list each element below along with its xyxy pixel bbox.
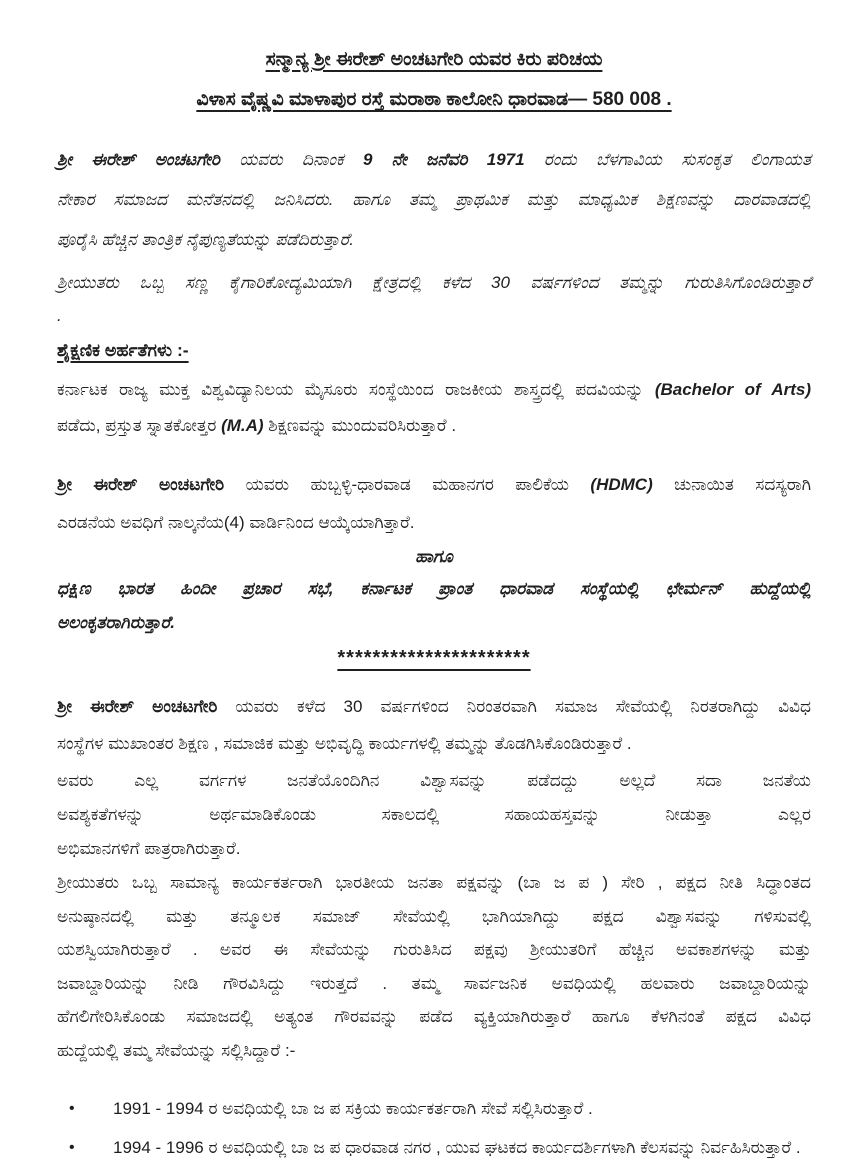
paragraph-sabha xyxy=(57,572,811,640)
paragraph-degree-line2-a: ಪಡೆದು, ಪ್ರಸ್ತುತ ಸ್ನಾತಕೋತ್ತರ xyxy=(57,416,222,435)
paragraph-bjp-line5: ಹೆಗಲಿಗೇರಿಸಿಕೊಂಡು ಸಮಾಜದಲ್ಲಿ ಅತ್ಯಂತ ಗೌರವವನ್ನು ಪಡೆದ ವ್ಯಕ್ತಿಯಾಗಿರುತ್ತಾರೆ ಹಾಗೂ ಕೆಳಗಿನಂತೆ ಪಕ್ಷದ ವಿವಿಧ xyxy=(57,1007,811,1026)
doc-title-line1-text: ಸನ್ಮಾನ್ಯ ಶ್ರೀ ಈರೇಶ್ ಅಂಚಟಗೇರಿ ಯವರ ಕಿರು ಪರಿಚಯ xyxy=(265,49,603,70)
paragraph-bjp-line3: ಯಶಸ್ವಿಯಾಗಿರುತ್ತಾರೆ . ಅವರ ಈ ಸೇವೆಯನ್ನು ಗುರುತಿಸಿದ ಪಕ್ಷವು ಶ್ರೀಯುತರಿಗೆ ಹೆಚ್ಚಿನ ಅವಕಾಶಗಳನ್ನು ಮತ್ತು xyxy=(57,940,811,959)
doc-title-line1 xyxy=(57,40,811,80)
paragraph-degree-line1-kn: ಕರ್ನಾಟಕ ರಾಜ್ಯ ಮುಕ್ತ ವಿಶ್ವವಿದ್ಯಾನಿಲಯ ಮೈಸೂರು ಸಂಸ್ಥೆಯಿಂದ ರಾಜಕೀಯ ಶಾಸ್ತ್ರದಲ್ಲಿ ಪದವಿಯನ್ನು xyxy=(57,380,655,399)
doc-address-line: ವಿಳಾಸ ವೈಷ್ಣವಿ ಮಾಳಾಪುರ ರಸ್ತೆ ಮರಾಠಾ ಕಾಲೋನಿ ಧಾರವಾಡ— 580 008 . xyxy=(196,89,672,110)
paragraph-bjp-line6: ಹುದ್ದೆಯಲ್ಲಿ ತಮ್ಮ ಸೇವೆಯನ್ನು ಸಲ್ಲಿಸಿದ್ದಾರೆ :- xyxy=(57,1040,296,1060)
section-heading-education xyxy=(57,334,811,366)
paragraph-birth-line3: ಪೂರೈಸಿ ಹೆಚ್ಚಿನ ತಾಂತ್ರಿಕ ನೈಪುಣ್ಯತೆಯನ್ನು ಪಡೆದಿರುತ್ತಾರೆ. xyxy=(57,230,354,249)
paragraph-trust-line1: ಅವರು ಎಲ್ಲ ವರ್ಗಗಳ ಜನತೆಯೊಂದಿಗಿನ ವಿಶ್ವಾಸವನ್ನು ಪಡೆದದ್ದು ಅಲ್ಲದೆ ಸದಾ ಜನತೆಯ xyxy=(57,771,811,790)
hdmc-abbrev: (HDMC) xyxy=(590,475,675,494)
paragraph-service-line2: ಸಂಸ್ಥೆಗಳ ಮುಖಾಂತರ ಶಿಕ್ಷಣ , ಸಮಾಜಿಕ ಮತ್ತು ಅಭಿವೃದ್ಧಿ ಕಾರ್ಯಗಳಲ್ಲಿ ತಮ್ಮನ್ನು ತೊಡಗಿಸಿಕೊಂಡಿರುತ್ತಾರೆ . xyxy=(57,734,632,753)
doc-title xyxy=(57,40,811,120)
paragraph-sabha-line1: ಧಕ್ಷಿಣ ಭಾರತ ಹಿಂದೀ ಪ್ರಚಾರ ಸಭೆ, ಕರ್ನಾಟಕ ಪ್ರಾಂತ ಧಾರವಾಡ ಸಂಸ್ಥೆಯಲ್ಲಿ ಛೇರ್ಮನ್ ಹುದ್ದೆಯಲ್ಲಿ xyxy=(57,579,811,598)
paragraph-bjp-line2: ಅನುಷ್ಠಾನದಲ್ಲಿ ಮತ್ತು ತನ್ಮೂಲಕ ಸಮಾಜ್ ಸೇವೆಯಲ್ಲಿ ಭಾಗಿಯಾಗಿದ್ದು ಪಕ್ಷದ ವಿಶ್ವಾಸವನ್ನು ಗಳಿಸುವಲ್ಲಿ xyxy=(57,906,811,926)
person-name-2: ಶ್ರೀ ಈರೇಶ್ ಅಂಚಟಗೇರಿ xyxy=(57,475,246,494)
person-name: ಶ್ರೀ ಈರೇಶ್ ಅಂಚಟಗೇರಿ xyxy=(57,150,240,169)
paragraph-bjp-line4: ಜವಾಬ್ದಾರಿಯನ್ನು ನೀಡಿ ಗೌರವಿಸಿದ್ದು ಇರುತ್ತದೆ . ತಮ್ಮ ಸಾರ್ವಜನಿಕ ಅವಧಿಯಲ್ಲಿ ಹಲವಾರು ಜವಾಬ್ದಾರಿಯನ್ನು xyxy=(57,973,811,993)
list-item-text-1994-1996: 1994 - 1996 ರ ಅವಧಿಯಲ್ಲಿ ಬಾ ಜ ಪ ಧಾರವಾಡ ನಗರ , ಯುವ ಘಟಕದ ಕಾರ್ಯದರ್ಶಿಗಳಾಗಿ ಕೆಲಸವನ್ನು ನಿರ್ವಹಿಸಿರುತ್ತಾರೆ . xyxy=(113,1138,801,1157)
paragraph-industry-line1: ಶ್ರೀಯುತರು ಒಬ್ಬ ಸಣ್ಣ ಕೈಗಾರಿಕೋದ್ಯಮಿಯಾಗಿ ಕ್ಷೇತ್ರದಲ್ಲಿ ಕಳೆದ 30 ವರ್ಷಗಳಿಂದ ತಮ್ಮನ್ನು ಗುರುತಿಸಿಗೊಂಡಿರುತ್ತಾರೆ xyxy=(57,273,811,292)
paragraph-bjp xyxy=(57,866,811,1067)
paragraph-industry xyxy=(57,266,811,332)
service-list xyxy=(57,1091,811,1165)
paragraph-degree xyxy=(57,372,811,444)
paragraph-birth-line2: ನೇಕಾರ ಸಮಾಜದ ಮನೆತನದಲ್ಲಿ ಜನಿಸಿದರು. ಹಾಗೂ ತಮ್ಮ ಪ್ರಾಥಮಿಕ ಮತ್ತು ಮಾಧ್ಯಮಿಕ ಶಿಕ್ಷಣವನ್ನು ದಾರವಾಡದಲ್ಲಿ xyxy=(57,190,811,209)
section-heading-education-text: ಶೈಕ್ಷಣಿಕ ಅರ್ಹತೆಗಳು :- xyxy=(57,340,189,360)
paragraph-sabha-line2: ಅಲಂಕೃತರಾಗಿರುತ್ತಾರೆ. xyxy=(57,613,175,632)
paragraph-hdmc-line1-b: ಚುನಾಯಿತ ಸದಸ್ಯರಾಗಿ xyxy=(674,475,811,494)
paragraph-trust xyxy=(57,764,811,866)
bullet-icon: • xyxy=(69,1139,75,1156)
paragraph-trust-line3: ಅಭಿಮಾನಗಳಿಗೆ ಪಾತ್ರರಾಗಿರುತ್ತಾರೆ. xyxy=(57,839,241,858)
asterisk-separator-text: ********************** xyxy=(337,647,531,669)
asterisk-separator xyxy=(57,642,811,674)
doc-title-line2 xyxy=(57,80,811,120)
paragraph-degree-line2-b: ಶಿಕ್ಷಣವನ್ನು ಮುಂದುವರಿಸಿರುತ್ತಾರೆ . xyxy=(268,416,457,435)
person-name-3: ಶ್ರೀ ಈರೇಶ್ ಅಂಚಟಗೇರಿ xyxy=(57,697,236,716)
list-item xyxy=(57,1130,811,1165)
birth-date: 9 ನೇ ಜನೆವರಿ 1971 xyxy=(362,150,544,169)
paragraph-hdmc-line2: ಎರಡನೆಯ ಅವಧಿಗೆ ನಾಲ್ಕನೆಯ(4) ವಾರ್ಡಿನಿಂದ ಆಯ್ಕೆಯಾಗಿತ್ತಾರೆ. xyxy=(57,513,415,532)
paragraph-degree-line2 xyxy=(57,408,811,444)
degree-english: (Bachelor of Arts) xyxy=(654,380,811,399)
paragraph-hdmc-line1-a: ಯವರು ಹುಬ್ಬಳ್ಳಿ-ಧಾರವಾಡ ಮಹಾನಗರ ಪಾಲಿಕೆಯ xyxy=(245,475,591,494)
paragraph-service-line1-rest: ಯವರು ಕಳೆದ 30 ವರ್ಷಗಳಿಂದ ನಿರಂತರವಾಗಿ ಸಮಾಜ ಸೇವೆಯಲ್ಲಿ ನಿರತರಾಗಿದ್ದು ವಿವಿಧ xyxy=(235,697,811,716)
connective-haagu: ಹಾಗೂ xyxy=(415,547,453,566)
paragraph-bjp-line1: ಶ್ರೀಯುತರು ಒಬ್ಬ ಸಾಮಾನ್ಯ ಕಾರ್ಯಕರ್ತರಾಗಿ ಭಾರತೀಯ ಜನತಾ ಪಕ್ಷವನ್ನು (ಬಾ ಜ ಪ ) ಸೇರಿ , ಪಕ್ಷದ ನೀತಿ ಸಿದ್ಧಾಂತದ xyxy=(57,873,811,892)
paragraph-industry-line2: . xyxy=(57,306,62,325)
paragraph-trust-line2: ಅವಶ್ಯಕತೆಗಳನ್ನು ಅರ್ಥಮಾಡಿಕೊಂಡು ಸಕಾಲದಲ್ಲಿ ಸಹಾಯಹಸ್ತವನ್ನು ನೀಡುತ್ತಾ ಎಲ್ಲರ xyxy=(57,805,811,824)
ma-english: (M.A) xyxy=(221,416,269,435)
paragraph-service-line1 xyxy=(57,688,811,725)
paragraph-birth-line1 xyxy=(57,140,811,180)
paragraph-degree-line1 xyxy=(57,372,811,408)
paragraph-hdmc-line1 xyxy=(57,466,811,504)
paragraph-service xyxy=(57,688,811,762)
list-item-text-1991-1994: 1991 - 1994 ರ ಅವಧಿಯಲ್ಲಿ ಬಾ ಜ ಪ ಸಕ್ರಿಯ ಕಾರ್ಯಕರ್ತರಾಗಿ ಸೇವೆ ಸಲ್ಲಿಸಿರುತ್ತಾರೆ . xyxy=(113,1099,593,1118)
list-item xyxy=(57,1091,811,1126)
bullet-icon: • xyxy=(69,1100,75,1117)
paragraph-birth xyxy=(57,140,811,260)
paragraph-hdmc xyxy=(57,466,811,542)
paragraph-birth-line1-mid: ಯವರು ದಿನಾಂಕ xyxy=(239,150,363,169)
paragraph-birth-line1-rest: ರಂದು ಬೆಳಗಾವಿಯ ಸುಸಂಕೃತ ಲಿಂಗಾಯತ xyxy=(543,150,811,169)
